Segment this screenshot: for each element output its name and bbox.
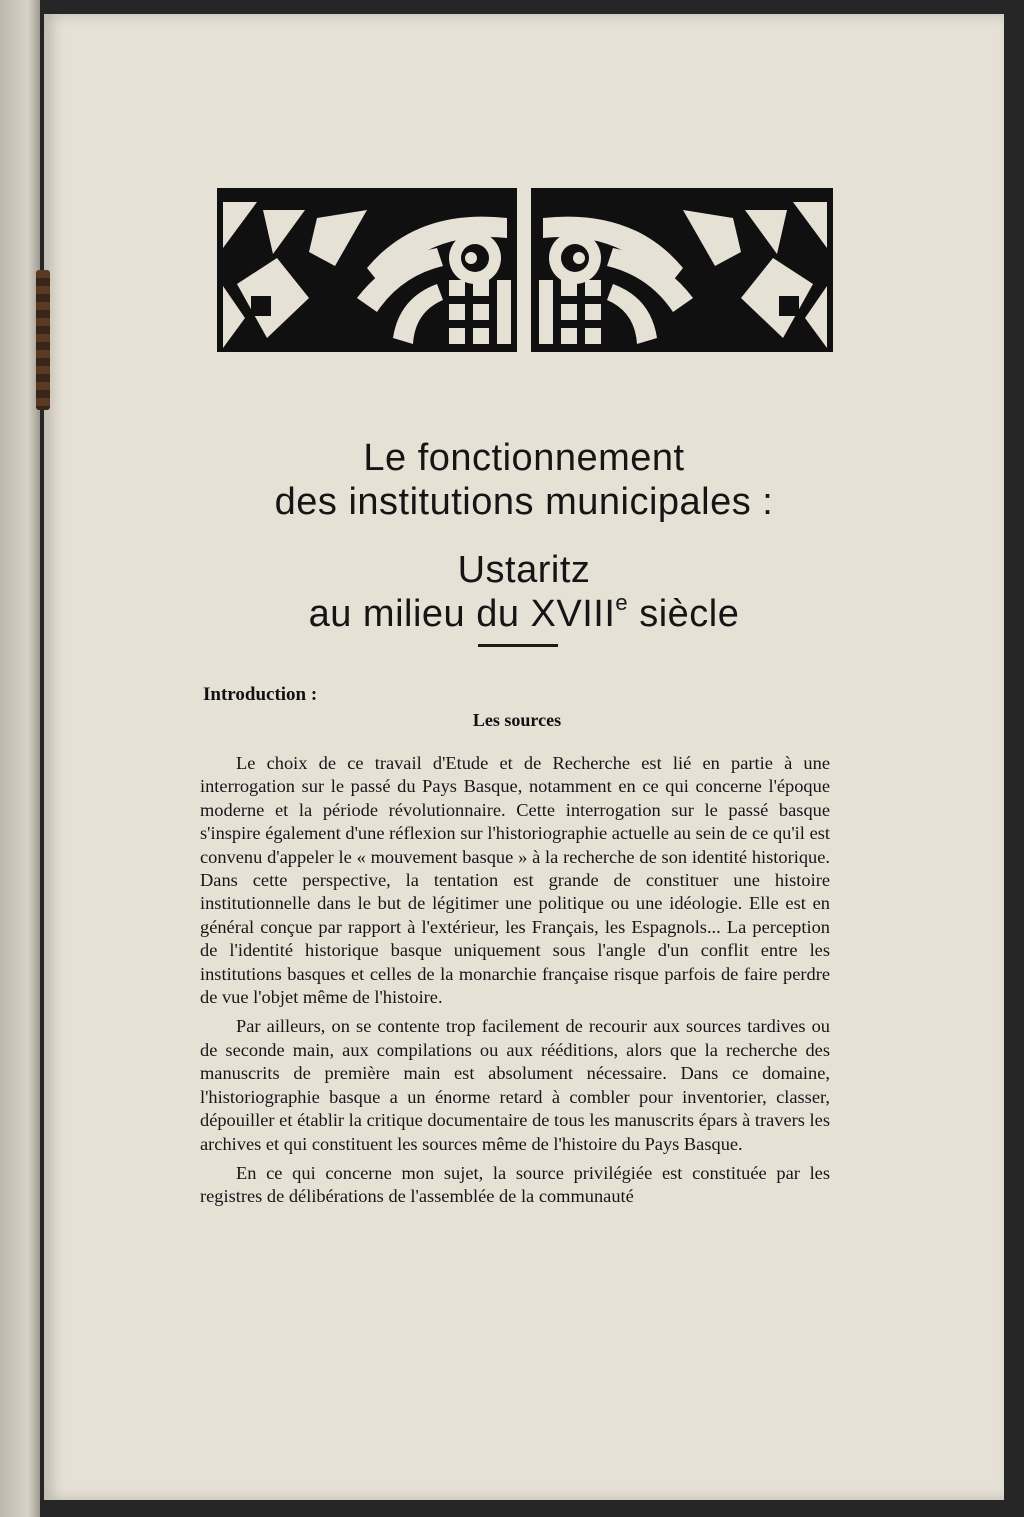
facing-page-edge: [0, 0, 40, 1517]
section-subheading: Les sources: [472, 710, 562, 730]
title-superscript: e: [615, 590, 629, 615]
paragraph: Le choix de ce travail d'Etude et de Recherche est lié en partie à une interrogation sur le passé du Pays Basque, notamment en ce qui concerne l'époque moderne et la période révolutionnaire. Cette interrogation sur le passé basque s'inspire également d'une réflexion sur l'historiographie actuelle au sein de ce qu'il est convenu d'appeler le « mouvement basque » à la recherche de son identité historique. Dans cette perspective, la tentation est grande de constituer une histoire institutionnelle dans le but de légitimer une politique ou une idéologie. Elle est en général conçue par rapport à l'extérieur, les Français, les Espagnols... La perception de l'identité historique basque uniquement sous l'angle d'un conflit entre les institutions basques et celles de la monarchie française risque parfois de faire perdre de vue l'objet même de l'histoire.: [200, 753, 830, 1008]
title-line-4: [44, 592, 1004, 636]
title-line-4-main: au milieu du XVIII: [308, 593, 616, 635]
title-line-3: Ustaritz: [457, 549, 591, 591]
title-line-4-end: siècle: [628, 593, 740, 635]
paragraph: En ce qui concerne mon sujet, la source privilégiée est constituée par les registres de délibérations de l'assemblée de la communauté: [200, 1162, 830, 1207]
paragraph: Par ailleurs, on se contente trop facilement de recourir aux sources tardives ou de seconde main, aux compilations ou aux rééditions, alors que la recherche des manuscrits de première main est absolument nécessaire. Dans ce domaine, l'historiographie basque a un énorme retard à combler pour inventorier, classer, dépouiller et établir la critique documentaire de tous les manuscrits épars à travers les archives et qui constituent les sources même de l'histoire du Pays Basque.: [200, 1016, 830, 1154]
section-heading: Introduction :: [203, 684, 318, 705]
title-divider: [478, 644, 558, 647]
body-text: [200, 752, 830, 1215]
title-line-1: Le fonctionnement: [363, 437, 685, 479]
binding-thread: [36, 270, 50, 410]
basque-ornament-frieze: [217, 188, 833, 352]
title-line-2: des institutions municipales :: [274, 481, 774, 523]
